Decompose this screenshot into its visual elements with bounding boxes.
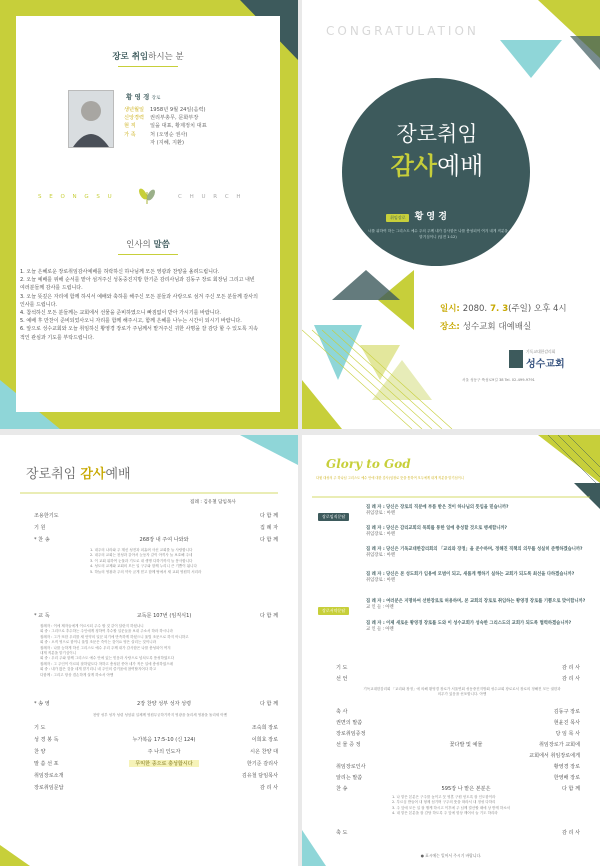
page-order-1	[0, 435, 298, 866]
order-leader: 황영경 장로	[553, 764, 580, 770]
tag-vow: 장로임직문답	[318, 503, 349, 522]
vow-answer: 취임장로 : 아멘	[366, 578, 396, 583]
church-left: S E O N G S U	[38, 194, 115, 200]
order-detail	[104, 536, 224, 543]
order-detail	[104, 700, 224, 707]
order-detail	[104, 612, 224, 619]
order-row	[322, 774, 580, 783]
greeting-item: 5. 예배 후 만찬이 준비되었사오니 자리를 함께 해주시고, 함께 은혜를 나누는 시간이 되시기 바랍니다.	[20, 318, 242, 325]
order-detail-text: 무익한 종으로 충성합시다	[129, 760, 198, 767]
greeting-item: 2. 오늘 예배를 위해 순서를 맡아 섬겨주신 성동중진지방 한기준 감리사님과 김동구 장로 회장님 그리고 내빈 여러분들께 감사를 드립니다.	[20, 277, 255, 292]
vow-item	[366, 599, 586, 611]
portrait-photo	[68, 90, 114, 148]
order-item: * 송 영	[34, 701, 50, 707]
detail-row	[124, 106, 207, 114]
order-row	[322, 829, 580, 838]
order-row	[322, 785, 580, 794]
order-leader: 조숙희 장로	[251, 725, 278, 731]
order-leader: 감 리 사	[561, 830, 580, 836]
reading-line: 집례자 : 나를 능하게 하신 그리스도 예수 우리 주께 내가 감사함은 나를 충성되이 여겨	[40, 645, 171, 650]
order-row	[322, 741, 580, 750]
detail-row	[124, 114, 207, 122]
order-leader: 다 함 께	[259, 513, 278, 519]
order-leader: 다 함 께	[259, 537, 278, 543]
order-leader: 당 임 목 사	[555, 731, 580, 737]
vow-question: 집 례 자 : 당신은 본 성도회가 임용에 모범이 되고, 새롭게 행하기 실하는 교회가 되도록 최선을 다하겠습니까?	[366, 572, 575, 577]
vow-question: 집 례 자 : 당신은 장로의 직분에 부름 받은 것이 하나님의 뜻임을 믿습니까?	[366, 505, 509, 510]
order-row	[20, 612, 278, 621]
reading-line: 집례자 : 이에 제자들에게 이르시되 주수 할 것 같이 달란지 하셨나니	[40, 624, 144, 628]
order-item: 선 언	[336, 676, 348, 682]
hymn-line: 3. 주 앞에 모든 일 잘 행케 하시고 이후에 주 님께 결산할 때에 상 받게 하소서	[392, 805, 511, 810]
order-item: 조용한기도	[34, 513, 59, 519]
cover-title-1: 장로취임	[396, 122, 478, 146]
reading-line: 회 중 : 우리 주와 함께 그리스도 예수 안에 있는 믿음과 사랑으로 넘치도록 풍성하였도다	[40, 656, 174, 661]
detail-row	[124, 122, 207, 130]
order-item: 기 도	[34, 725, 46, 731]
order-row	[20, 700, 278, 709]
order-row	[20, 784, 278, 793]
greeting-item: 1. 오늘 은혜로운 장로취임감사예배를 허락하신 하나님께 모든 영광과 찬양을 올려드립니다.	[20, 269, 220, 275]
order-leader: 다 함 께	[259, 701, 278, 707]
vow-item	[366, 572, 586, 584]
org-name: 성수교회	[526, 359, 565, 370]
order-detail	[104, 736, 224, 743]
doxology-note: 찬양 성부 성자 성령 성삼위 일체께 영원무궁하기까지 영광을 돌리세 영광을 돌리세 아멘	[93, 713, 227, 717]
hymn-line: 2. 부르심 받들어 내 형제 섬기며 구주의 뜻을 따라서 내 정성 다하리	[392, 800, 496, 805]
order-detail	[104, 748, 224, 755]
order-detail-text: 2장 찬양 성부 성자 성령	[136, 701, 191, 707]
order-row	[20, 748, 278, 757]
order-row	[322, 719, 580, 728]
profile-card	[16, 16, 280, 412]
order-leader: 교회에서 취임장로에게	[529, 753, 580, 759]
order-item: 권면의 말씀	[336, 720, 363, 726]
greeting-item: 4. 참석하신 모든 분들께는 교회에서 선물을 준비하였으니 빠짐없이 받아 가시기를 바랍니다.	[20, 310, 221, 317]
vow-answer: 취임장로 : 아멘	[366, 553, 396, 558]
footer-note: ● 표시에는 일어서 주시기 바랍니다.	[420, 853, 482, 858]
order-item: 기 도	[336, 665, 348, 671]
order-item: 축 사	[336, 709, 348, 715]
order-item: * 찬 송	[34, 537, 50, 543]
vow-item	[366, 621, 586, 633]
order-leader: 감 리 사	[259, 785, 278, 791]
reading-line: 다함께 : 그리고 항상 겸손하게 살게 하소서 아멘	[40, 672, 114, 677]
order-item: 알리는 말씀	[336, 775, 363, 781]
order-leader: 현윤진 목사	[553, 720, 580, 726]
order-detail-text: 595장 나 맡은 본분은	[441, 786, 491, 792]
detail-value: 권리부총무, 문화부장	[150, 115, 199, 122]
org-small: 기독교대한감리회	[526, 349, 556, 354]
cover-verse: 너를 위하여 하는 그리스도 예수 주의 주께 내가 감사함은 나를 충성되이 여겨 내게 직분을 맡기심이니 (딤전 1:12)	[368, 229, 508, 239]
congrats-word: CONGRATULATION	[326, 24, 479, 38]
reading-line: 집례자 : 그 주인이 이르되 잘하였도다 착하고 충성된 종아 네가 적은 일에 충성하였으매	[40, 661, 173, 666]
detail-value: 일을 대표, 황제정치 대표	[150, 123, 207, 130]
order-leader: 이희효 장로	[251, 737, 278, 743]
order-leader: 김유철 담임목사	[241, 773, 278, 779]
order-detail-text: 교독문 107번 (임직식1)	[136, 613, 192, 619]
order-row	[322, 763, 580, 772]
order-leader: 시온 찬양 대	[250, 749, 278, 755]
page-cover	[302, 0, 600, 429]
order-item: 찬 송	[336, 786, 348, 792]
order-item: 찬 양	[34, 749, 46, 755]
order-row	[20, 524, 278, 533]
church-address: 서울 성동구 뚝섬로9길 38 Tel. 02-499-9791	[462, 378, 535, 382]
order-detail	[104, 760, 224, 767]
order-leader: 다 함 께	[259, 613, 278, 619]
service-place: 장소: 성수교회 대예배실	[440, 322, 532, 332]
detail-row	[124, 131, 207, 139]
church-logo-icon	[509, 350, 523, 368]
order-item: 기 원	[34, 525, 46, 531]
vow-question: 집 례 자 : 여러분은 지명하여 선한장로로 허용하며, 본 교회의 장로로 취임하는 황영경 장로를 기쁨으로 맞이합니까?	[366, 599, 586, 604]
order-row	[20, 736, 278, 745]
vow-answer: 교 인 들 : 아멘	[366, 605, 394, 610]
hymn-line: 4. 내 맡은 본분을 잘 감당 하도록 주 앞에 항상 깨어서 늘 기도 하리라	[392, 811, 498, 816]
order-item: 취임장로인사	[336, 764, 366, 770]
hymn-line: 1. 나 맡은 본분은 구주를 높이고 뭇 영혼 구원 얻도록 잘 인도함이라	[392, 795, 496, 799]
order-leader: 한기준 감리사	[246, 761, 278, 767]
order-row	[322, 664, 580, 673]
honoree-heading: 장로 취임하시는 분	[16, 50, 280, 67]
detail-value: 1958년 9월 24일(음력)	[150, 107, 206, 113]
glory-subtitle: 다윗 대성의 주 하나님 그리스도 예수 안에 대한 감사(임장로 뜻을 통하여 모두에게 내게 직분을 맡기심이니	[316, 476, 464, 480]
order-item: 장로취임문답	[34, 785, 64, 791]
vow-answer: 취임장로 : 아멘	[366, 511, 396, 516]
honoree-tag: 취임장로 황 영 경	[386, 204, 447, 223]
honoree-name: 황 영 경 장로	[126, 93, 161, 101]
detail-key: 가 족	[124, 131, 136, 138]
order-item: * 교 독	[34, 613, 50, 619]
order-detail-text: 꽃다발 및 예물	[449, 742, 483, 748]
order-row	[20, 536, 278, 545]
order-item: 취임장로소개	[34, 773, 64, 779]
vow-answer: 교 인 들 : 아멘	[366, 627, 394, 632]
order-leader: 김동구 장로	[553, 709, 580, 715]
honoree-details	[124, 106, 207, 147]
order-leader: 감 리 사	[561, 665, 580, 671]
responsive-reading	[40, 624, 280, 678]
order-row	[322, 708, 580, 717]
vow-item	[366, 505, 586, 517]
presider: 집례 : 김유철 담임목사	[190, 500, 236, 505]
cover-title-2: 감사예배	[390, 152, 484, 180]
order-leader: 한영배 장로	[553, 775, 580, 781]
order-detail-text: 268장 내 주여 나와와	[139, 537, 189, 543]
vow-question: 집 례 자 : 당신은 기독교대한감리회의 「교리와 장정」을 준수하며, 정해진 직책의 의무를 성실히 준행하겠습니까?	[366, 547, 583, 552]
reading-line: 내게 직분을 맡기심이니	[40, 651, 77, 656]
order-row	[20, 724, 278, 733]
page-honoree-profile	[0, 0, 298, 429]
order-detail	[406, 785, 526, 792]
order-title: 장로취임 감사예배	[26, 467, 131, 482]
order-item: 축 도	[336, 830, 348, 836]
glory-title: Glory to God	[326, 457, 411, 471]
order-row	[20, 512, 278, 521]
order-item: 말 씀 선 포	[34, 761, 59, 767]
order-detail-text: 주 나의 인도자	[147, 749, 181, 755]
order-row	[20, 772, 278, 781]
vow-question: 집 례 자 : 당신은 감리교회의 목회를 통한 일에 충성할 것으로 맹세합니까?	[366, 526, 508, 531]
reading-line: 회 중 : 내가 많은 것을 네게 맡기리니 네 주인의 즐거움에 참여할지어다 하고	[40, 667, 156, 672]
greeting-heading: 인사의 말씀	[16, 238, 280, 255]
hymn-line: 2. 내주의 교회는 천성과 같아서 눈동자 같이 아끼사 늘 보호해 주네	[90, 553, 193, 558]
vow-question: 집 례 자 : 이제 새로운 황영경 장로를 도와 이 성수교회가 성숙한 그리스도의 교회가 되도록 협력하겠습니까?	[366, 621, 572, 626]
page-order-2	[302, 435, 600, 866]
order-leader: 집 례 자	[259, 525, 278, 531]
hymn-268-lyrics	[90, 548, 270, 575]
hymn-line: 3. 이 교회 위하여 눈물과 기도로 내 생명 다하기까지 늘 봉사합니다	[90, 558, 193, 563]
vow-item	[366, 526, 586, 538]
hymn-line: 5. 하늘의 영광과 주의 약속 굳게 믿고 함께 땅에서 새 교회 영원히 서리라	[90, 569, 202, 574]
order-item: 선 물 증 정	[336, 742, 361, 748]
reading-line: 집례자 : 그가 또한 우리를 새 언약의 일꾼 되기에 만족하게 하셨으니 율법 조문으로 하지 아니하고	[40, 634, 189, 639]
declaration: 기독교대한감리회 「교리와 장정」에 의해 황영경 장로가 서울연회 성동중진지방회 성수교회 장로로서 장로의 정해진 모든 권한과 의무가 있음을 선포합니다. 아멘	[363, 687, 561, 697]
order-row	[20, 760, 278, 769]
detail-key: 신앙경력	[124, 115, 145, 122]
order-row	[322, 752, 580, 761]
detail-value: 자 (지혜, 지환)	[150, 139, 185, 146]
church-right: C H U R C H	[178, 194, 244, 200]
order-item: 성 경 봉 독	[34, 737, 59, 743]
detail-value: 처 (오영순 권사)	[150, 131, 188, 138]
leaf-icon	[136, 186, 158, 210]
vow-item	[366, 547, 586, 559]
service-date: 일시: 2080. 7. 3(주일) 오후 4시	[440, 304, 567, 314]
person-icon	[69, 91, 113, 147]
greeting-list	[20, 268, 260, 342]
order-detail	[406, 741, 526, 748]
order-detail-text: 누가복음 17:5-10 (신 124)	[132, 737, 196, 743]
vow-answer: 취임장로 : 아멘	[366, 532, 396, 537]
order-row	[322, 675, 580, 684]
order-row	[322, 730, 580, 739]
greeting-item: 3. 오늘 뜻깊은 자리에 함께 하셔서 예배와 축하를 해주신 모든 분들과 사랑으로 섬겨 주신 모든 분들께 감사의 인사를 드립니다.	[20, 293, 258, 308]
tag-congregation: 장로서약문답	[318, 597, 349, 616]
detail-key: 현 직	[124, 123, 136, 130]
order-leader: 취임장로가 교회에	[539, 742, 580, 748]
hymn-line: 1. 내주의 나라와 주 계신 성전과 피흘려 사신 교회를 늘 사랑합니다	[90, 548, 193, 552]
order-leader: 감 리 사	[561, 676, 580, 682]
hymn-line: 4. 성도의 교제와 교회의 모든 일 구주와 함께 누리니 큰 기쁨이 됩니다	[90, 564, 197, 569]
greeting-item: 6. 앞으로 성수교회와 오늘 취임하신 황영경 장로가 주님께서 맡겨주신 귀한 사명을 잘 감당 할 수 있도록 지속적인 관심과 기도를 부탁드립니다.	[20, 326, 258, 341]
reading-line: 회 중 : 그리므로 추수하는 주인에게 청하여 추수할 일꾼들을 보내 주소서 하라 하시니라	[40, 629, 173, 634]
reading-line: 회 중 : 오직 영으로 함이니 율법 조문은 죽이는 것이요 영은 살리는 것이니라	[40, 640, 156, 645]
detail-row	[124, 139, 207, 147]
detail-key: 생년월일	[124, 107, 145, 113]
hymn-595-lyrics	[392, 795, 582, 817]
order-leader: 다 함 께	[561, 786, 580, 792]
order-item: 장로취임증정	[336, 731, 366, 737]
